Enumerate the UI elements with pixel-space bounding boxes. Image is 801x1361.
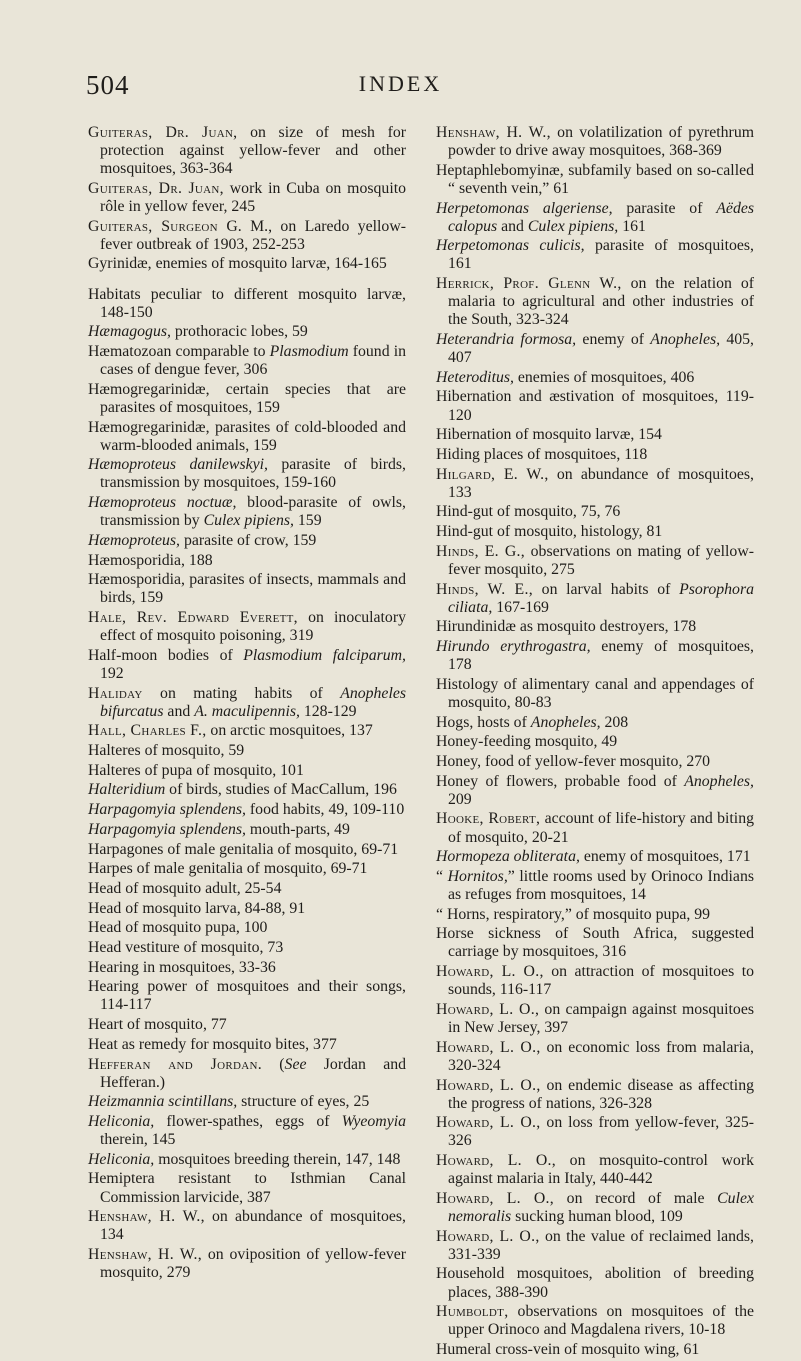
index-entry bbox=[436, 388, 754, 424]
entry-name: Hinds, W. E., bbox=[436, 580, 533, 598]
entry-text: Hearing power of mosquitoes and their songs, 114-117 bbox=[88, 978, 406, 1014]
entry-text: of birds, studies of MacCallum, 196 bbox=[165, 781, 397, 799]
entry-text: account of life-history and biting of mosquito, 20-21 bbox=[448, 810, 754, 846]
entry-text: Heat as remedy for mosquito bites, 377 bbox=[88, 1035, 337, 1053]
entry-text: ” little rooms used by Orinoco Indians as refuges from mosquitoes, 14 bbox=[448, 867, 754, 903]
entry-name: Howard, L. O., bbox=[436, 963, 544, 981]
entry-text: observations on mating of yellow-fever mosquito, 275 bbox=[448, 542, 754, 578]
entry-text: on economic loss from malaria, 320-324 bbox=[448, 1038, 754, 1074]
index-entry bbox=[88, 609, 406, 645]
index-entry bbox=[436, 868, 754, 904]
entry-name: Howard, L. O., bbox=[436, 1038, 541, 1056]
entry-text: Heptaphlebomyinæ, subfamily based on so-called “ seventh vein,” 61 bbox=[436, 161, 754, 197]
index-entry bbox=[88, 571, 406, 607]
entry-term: Heizmannia scintillans, bbox=[88, 1093, 238, 1111]
entry-term: Hæmoproteus, bbox=[88, 531, 181, 549]
entry-text: on the value of reclaimed lands, 331-339 bbox=[448, 1227, 754, 1263]
index-entry bbox=[88, 801, 406, 819]
entry-text: sucking human blood, 109 bbox=[511, 1207, 683, 1225]
entry-text: flower-spathes, eggs of bbox=[154, 1112, 342, 1130]
index-entry bbox=[436, 906, 754, 924]
entry-text: Hæmosporidia, parasites of insects, mammals and birds, 159 bbox=[88, 571, 406, 607]
entry-term: Psorophora ciliata, bbox=[448, 580, 754, 616]
index-entry bbox=[436, 676, 754, 712]
index-entry bbox=[88, 218, 406, 254]
index-entry bbox=[88, 1151, 406, 1169]
index-entry bbox=[436, 200, 754, 236]
entry-text: Head of mosquito pupa, 100 bbox=[88, 919, 268, 937]
index-entry bbox=[88, 124, 406, 178]
entry-text: Hiding places of mosquitoes, 118 bbox=[436, 445, 648, 463]
entry-text: blood-parasite of owls, transmission by bbox=[100, 494, 406, 530]
entry-text: “ Horns, respiratory,” of mosquito pupa, 99 bbox=[436, 905, 711, 923]
index-entry bbox=[88, 978, 406, 1014]
index-entry bbox=[88, 939, 406, 957]
entry-name: Hale, Rev. Edward Everett, bbox=[88, 609, 298, 627]
entry-text: on size of mesh for protection against yellow-fever and other mosquitoes, 363-364 bbox=[100, 124, 406, 178]
entry-text: on abundance of mosquitoes, 133 bbox=[448, 465, 754, 501]
entry-name: Hinds, E. G., bbox=[436, 542, 526, 560]
index-entry bbox=[88, 255, 406, 273]
entry-term: Hormopeza obliterata, bbox=[436, 848, 580, 866]
entry-text: 192 bbox=[100, 664, 124, 682]
entry-name: Humboldt, bbox=[436, 1303, 509, 1321]
index-entry bbox=[436, 733, 754, 751]
index-entry bbox=[88, 685, 406, 721]
entry-term: Heliconia, bbox=[88, 1150, 155, 1168]
index-entry bbox=[436, 237, 754, 273]
entry-name: Haliday bbox=[88, 684, 143, 702]
entry-text: on volatilization of pyrethrum powder to drive away mosquitoes, 368-369 bbox=[448, 124, 754, 160]
index-entry bbox=[88, 180, 406, 216]
entry-text: Humeral cross-vein of mosquito wing, 61 bbox=[436, 1340, 700, 1358]
index-entry bbox=[88, 494, 406, 530]
entry-text: enemy of bbox=[576, 331, 651, 348]
entry-name: Guiteras, Dr. Juan, bbox=[88, 179, 224, 197]
index-entry bbox=[88, 919, 406, 937]
index-entry bbox=[436, 773, 754, 809]
entry-term: Wyeomyia bbox=[341, 1112, 406, 1130]
index-entry bbox=[436, 503, 754, 521]
entry-text: on inoculatory effect of mosquito poisoning, 319 bbox=[100, 609, 406, 645]
entry-term: Anopheles, bbox=[530, 713, 601, 731]
entry-text: Hogs, hosts of bbox=[436, 713, 531, 731]
entry-text: Hibernation and æstivation of mosquitoes, 119-120 bbox=[436, 388, 754, 424]
entry-name: Guiteras, Dr. Juan, bbox=[88, 124, 238, 141]
index-entry bbox=[88, 323, 406, 341]
entry-text: Harpagones of male genitalia of mosquito, 69-71 bbox=[88, 840, 399, 858]
index-entry bbox=[436, 810, 754, 846]
entry-term: Anopheles, bbox=[650, 331, 721, 348]
entry-name: Howard, L. O., bbox=[436, 1000, 540, 1018]
index-entry bbox=[88, 456, 406, 492]
index-entry bbox=[88, 742, 406, 760]
entry-text: Honey-feeding mosquito, 49 bbox=[436, 733, 618, 751]
entry-text: Hæmatozoan comparable to bbox=[88, 343, 270, 360]
entry-name: Howard, L. O., bbox=[436, 1114, 541, 1132]
index-entry bbox=[436, 963, 754, 999]
index-entry bbox=[88, 343, 406, 379]
entry-text: Hemiptera resistant to Isthmian Canal Commission larvicide, 387 bbox=[88, 1170, 406, 1206]
index-entry bbox=[436, 848, 754, 866]
entry-text: Honey of flowers, probable food of bbox=[436, 772, 685, 790]
entry-name: Herrick, Prof. Glenn W., bbox=[436, 275, 622, 293]
index-entry bbox=[88, 647, 406, 683]
entry-text: Horse sickness of South Africa, suggested carriage by mosquitoes, 316 bbox=[436, 925, 754, 961]
entry-text: structure of eyes, 25 bbox=[237, 1093, 370, 1111]
entry-term: Anopheles, bbox=[684, 772, 754, 790]
entry-name: Howard, L. O., bbox=[436, 1189, 555, 1207]
index-entry bbox=[88, 841, 406, 859]
entry-term: Herpetomonas culicis, bbox=[436, 237, 585, 255]
entry-name: Hilgard, E. W., bbox=[436, 465, 549, 483]
entry-text: on arctic mosquitoes, 137 bbox=[206, 722, 373, 740]
entry-text: and bbox=[497, 217, 528, 235]
entry-text: Hæmogregarinidæ, parasites of cold-blooded and warm-blooded animals, 159 bbox=[88, 418, 406, 454]
index-entry bbox=[436, 124, 754, 160]
entry-text: Honey, food of yellow-fever mosquito, 270 bbox=[436, 752, 711, 770]
entry-text: mouth-parts, 49 bbox=[245, 820, 350, 838]
entry-text: 167-169 bbox=[492, 598, 549, 616]
entry-term: Aëdes calopus bbox=[448, 199, 754, 235]
entry-term: Harpagomyia splendens, bbox=[88, 820, 246, 838]
index-entry bbox=[436, 714, 754, 732]
index-entry bbox=[436, 446, 754, 464]
entry-text: parasite of birds, transmission by mosquitoes, 159-160 bbox=[100, 456, 406, 492]
entry-term: Anopheles bifurcatus bbox=[100, 684, 406, 720]
entry-term: Culex pipiens, bbox=[203, 512, 294, 530]
entry-text: Hearing in mosquitoes, 33-36 bbox=[88, 958, 276, 976]
entry-text: 161 bbox=[618, 217, 646, 235]
entry-term: Plasmodium bbox=[269, 343, 349, 360]
entry-text: Hibernation of mosquito larvæ, 154 bbox=[436, 426, 662, 444]
entry-text: mosquitoes breeding therein, 147, 148 bbox=[154, 1150, 401, 1168]
index-entry bbox=[436, 543, 754, 579]
entry-text: Hirundinidæ as mosquito destroyers, 178 bbox=[436, 618, 697, 636]
index-entry bbox=[436, 275, 754, 329]
entry-text: Household mosquitoes, abolition of breeding places, 388-390 bbox=[436, 1265, 754, 1301]
entry-text: 128-129 bbox=[299, 702, 357, 720]
index-entry bbox=[88, 1246, 406, 1282]
entry-text: on mating habits of bbox=[142, 684, 341, 702]
entry-text: prothoracic lobes, 59 bbox=[170, 323, 308, 341]
index-entry bbox=[436, 1190, 754, 1226]
index-entry bbox=[88, 419, 406, 455]
index-entry bbox=[436, 1001, 754, 1037]
entry-text: parasite of mosquitoes, 161 bbox=[448, 237, 754, 273]
entry-name: Howard, L. O., bbox=[436, 1076, 541, 1094]
entry-text: enemy of mosquitoes, 171 bbox=[579, 848, 751, 866]
entry-text: on loss from yellow-fever, 325-326 bbox=[448, 1114, 754, 1150]
index-entry bbox=[436, 1303, 754, 1339]
entry-term: Culex pipiens, bbox=[527, 217, 619, 235]
entry-text: on endemic disease as affecting the progress of nations, 326-328 bbox=[448, 1076, 754, 1112]
entry-term: A. maculipennis, bbox=[194, 702, 300, 720]
left-index-column bbox=[88, 124, 406, 1284]
index-entry bbox=[436, 369, 754, 387]
entry-name: Hall, Charles F., bbox=[88, 722, 207, 740]
index-entry bbox=[436, 466, 754, 502]
index-entry bbox=[88, 286, 406, 322]
entry-term: Hæmoproteus danilewskyi, bbox=[88, 456, 268, 474]
entry-term: Heliconia, bbox=[88, 1112, 155, 1130]
entry-term: Plasmodium falciparum, bbox=[243, 646, 406, 664]
entry-text: on oviposition of yellow-fever mosquito, 279 bbox=[100, 1246, 407, 1282]
index-entry bbox=[88, 552, 406, 570]
index-entry bbox=[88, 900, 406, 918]
right-index-column bbox=[436, 124, 754, 1361]
index-entry bbox=[436, 638, 754, 674]
index-entry bbox=[88, 880, 406, 898]
index-entry bbox=[436, 1341, 754, 1359]
index-entry bbox=[436, 1077, 754, 1113]
index-entry bbox=[88, 1093, 406, 1111]
entry-term: Halteridium bbox=[88, 781, 166, 799]
entry-text: on abundance of mosquitoes, 134 bbox=[100, 1208, 406, 1244]
entry-term: Herpetomonas algeriense, bbox=[436, 199, 613, 217]
entry-term: Hornitos, bbox=[447, 867, 508, 885]
index-entry bbox=[88, 821, 406, 839]
entry-text: food habits, 49, 109-110 bbox=[245, 801, 405, 819]
entry-text: on record of male bbox=[554, 1189, 718, 1207]
index-entry bbox=[436, 1265, 754, 1301]
entry-text: on larval habits of bbox=[532, 580, 680, 598]
index-entry bbox=[88, 959, 406, 977]
index-entry bbox=[88, 762, 406, 780]
entry-text: and bbox=[163, 702, 195, 720]
entry-name: Howard, L. O., bbox=[436, 1227, 540, 1245]
index-entry bbox=[88, 1056, 406, 1092]
entry-text: enemies of mosquitoes, 406 bbox=[513, 368, 695, 386]
entry-text: Hæmogregarinidæ, certain species that are parasites of mosquitoes, 159 bbox=[88, 380, 406, 416]
entry-text: Habitats peculiar to different mosquito larvæ, 148-150 bbox=[88, 285, 406, 321]
entry-text: Jordan and Hefferan.) bbox=[100, 1055, 407, 1091]
index-entry bbox=[436, 1152, 754, 1188]
entry-name: Howard, L. O., bbox=[436, 1152, 557, 1170]
index-entry bbox=[88, 860, 406, 878]
entry-term: Hirundo erythrogastra, bbox=[436, 638, 591, 656]
entry-term: Hæmoproteus noctuæ, bbox=[88, 494, 237, 512]
index-entry bbox=[88, 1170, 406, 1206]
entry-name: Guiteras, Surgeon bbox=[88, 217, 218, 235]
entry-term: See bbox=[284, 1055, 307, 1073]
entry-text: Head of mosquito larva, 84-88, 91 bbox=[88, 899, 306, 917]
entry-text: G. M., on Laredo yellow-fever outbreak of 1903, 252-253 bbox=[100, 217, 406, 253]
entry-text: “ bbox=[436, 867, 448, 885]
entry-term: Heteroditus, bbox=[436, 368, 514, 386]
entry-term: Heterandria formosa, bbox=[436, 331, 577, 348]
entry-text: found in cases of dengue fever, 306 bbox=[100, 343, 406, 379]
index-entry bbox=[436, 1114, 754, 1150]
index-entry bbox=[88, 1208, 406, 1244]
index-entry bbox=[88, 722, 406, 740]
index-entry bbox=[436, 753, 754, 771]
index-entry bbox=[436, 618, 754, 636]
entry-text: Gyrinidæ, enemies of mosquito larvæ, 164-165 bbox=[88, 255, 387, 273]
entry-text: on attraction of mosquitoes to sounds, 116-117 bbox=[448, 963, 754, 999]
entry-text: Head vestiture of mosquito, 73 bbox=[88, 938, 284, 956]
entry-term: Hæmagogus, bbox=[88, 323, 171, 341]
index-entry bbox=[436, 1039, 754, 1075]
index-entry bbox=[88, 381, 406, 417]
index-entry bbox=[436, 331, 754, 367]
entry-text: 405, 407 bbox=[448, 331, 754, 367]
entry-text: on the relation of malaria to agricultural and other industries of the South, 323-324 bbox=[448, 275, 754, 329]
index-entry bbox=[88, 1036, 406, 1054]
index-entry bbox=[436, 925, 754, 961]
index-entry bbox=[436, 426, 754, 444]
entry-text: ( bbox=[261, 1055, 285, 1073]
entry-term: Culex nemoralis bbox=[448, 1189, 754, 1225]
index-entry bbox=[88, 781, 406, 799]
index-entry bbox=[436, 581, 754, 617]
page-number: 504 bbox=[86, 70, 130, 100]
entry-text: Hind-gut of mosquito, histology, 81 bbox=[436, 523, 663, 541]
entry-text: parasite of bbox=[612, 199, 717, 217]
entry-text: 159 bbox=[293, 512, 322, 530]
entry-text: Heart of mosquito, 77 bbox=[88, 1016, 227, 1034]
entry-text: Histology of alimentary canal and appendages of mosquito, 80-83 bbox=[436, 675, 754, 711]
entry-text: 208 bbox=[600, 713, 629, 731]
entry-name: Henshaw, H. W., bbox=[436, 124, 551, 141]
page-title: INDEX bbox=[358, 71, 443, 96]
index-entry bbox=[88, 1016, 406, 1034]
entry-text: on campaign against mosquitoes in New Jersey, 397 bbox=[448, 1000, 754, 1037]
entry-text: Halteres of pupa of mosquito, 101 bbox=[88, 761, 304, 779]
entry-name: Henshaw, H. W., bbox=[88, 1246, 203, 1263]
entry-text: Hæmosporidia, 188 bbox=[88, 551, 213, 569]
entry-text: parasite of crow, 159 bbox=[180, 531, 317, 549]
page-header bbox=[0, 70, 801, 110]
entry-term: Harpagomyia splendens, bbox=[88, 801, 246, 819]
entry-text: Harpes of male genitalia of mosquito, 69-71 bbox=[88, 860, 368, 878]
entry-text: work in Cuba on mosquito rôle in yellow fever, 245 bbox=[100, 179, 406, 215]
entry-text: enemy of mosquitoes, 178 bbox=[448, 638, 755, 674]
entry-text: Half-moon bodies of bbox=[88, 646, 244, 664]
entry-name: Henshaw, H. W., bbox=[88, 1208, 205, 1226]
entry-text: observations on mosquitoes of the upper Orinoco and Magdalena rivers, 10-18 bbox=[448, 1303, 754, 1339]
entry-text: Hind-gut of mosquito, 75, 76 bbox=[436, 503, 621, 521]
entry-name: Hefferan and Jordan. bbox=[88, 1055, 262, 1073]
index-entry bbox=[436, 1228, 754, 1264]
index-entry bbox=[88, 532, 406, 550]
entry-text: 209 bbox=[448, 790, 472, 808]
index-entry bbox=[88, 1113, 406, 1149]
index-entry bbox=[436, 162, 754, 198]
entry-text: Head of mosquito adult, 25-54 bbox=[88, 879, 282, 897]
index-entry bbox=[436, 523, 754, 541]
entry-text: Halteres of mosquito, 59 bbox=[88, 742, 245, 760]
entry-text: therein, 145 bbox=[100, 1131, 176, 1149]
entry-text: on mosquito-control work against malaria in Italy, 440-442 bbox=[448, 1152, 754, 1188]
entry-name: Hooke, Robert, bbox=[436, 810, 541, 828]
